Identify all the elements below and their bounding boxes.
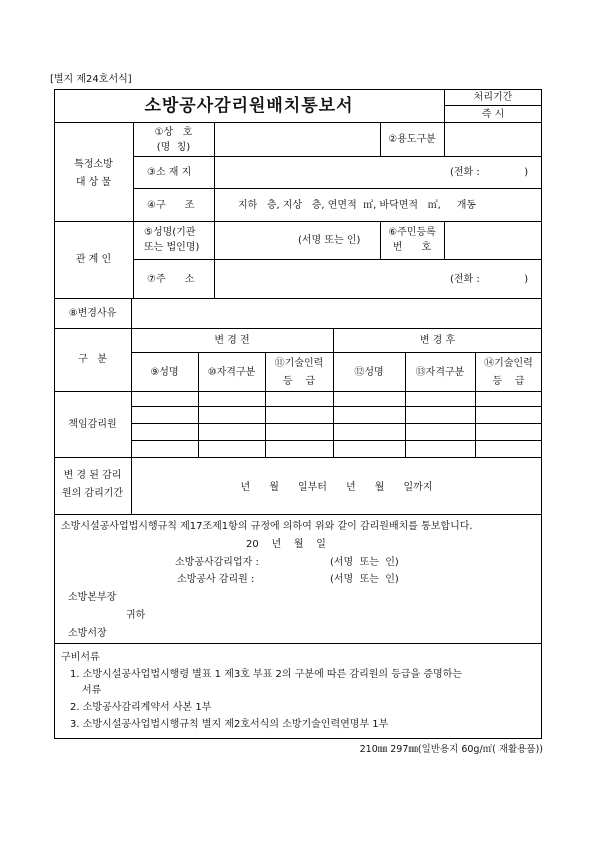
party-sign-text: (서명 또는 인) xyxy=(298,235,361,246)
col-grade-before-sub: 등 급 xyxy=(282,376,316,387)
divider xyxy=(54,514,542,515)
period-label: 변 경 된 감리 xyxy=(63,470,122,481)
divider xyxy=(54,221,542,222)
registration-label: ⑥주민등록 xyxy=(388,227,436,238)
recipient-honorific: 귀하 xyxy=(126,610,146,621)
document-item-3: 3. 소방시설공사업법시행규칙 별지 제2호서식의 소방기술인력연명부 1부 xyxy=(70,719,389,730)
chief-supervisor-label: 책임감리원 xyxy=(68,419,117,430)
name-label-sub: (명 칭) xyxy=(156,142,191,153)
divider xyxy=(54,328,542,329)
divider xyxy=(54,298,542,299)
document-item-1: 1. 소방시설공사업법시행령 별표 1 제3호 부표 2의 구분에 따른 감리원의 등급을 증명하는 xyxy=(70,669,463,680)
change-reason-label: ⑧변경사유 xyxy=(68,308,117,319)
object-section-label-2: 대 상 물 xyxy=(75,177,112,188)
col-grade-before: ⑪기술인력 xyxy=(274,358,324,369)
divider xyxy=(131,406,542,407)
divider xyxy=(333,328,334,457)
documents-title: 구비서류 xyxy=(61,652,100,663)
processing-period-label: 처리기간 xyxy=(473,92,513,103)
party-section-label: 관 계 인 xyxy=(75,254,112,265)
after-change-header: 변 경 후 xyxy=(419,335,456,346)
col-grade-after-sub: 등 급 xyxy=(492,376,525,387)
divider xyxy=(54,391,542,392)
document-item-1-cont: 서류 xyxy=(82,685,102,696)
form-title: 소방공사감리원배치통보서 xyxy=(144,96,354,116)
period-text: 년 월 일부터 년 월 일까지 xyxy=(240,482,433,493)
address-label: ③소 재 지 xyxy=(147,167,192,178)
divider xyxy=(444,122,445,156)
object-section-label: 특정소방 xyxy=(74,159,113,170)
inspector-sign: (서명 또는 인) xyxy=(330,574,399,585)
party-phone-label: (전화 : ) xyxy=(450,274,529,285)
recipient-fire-station: 소방서장 xyxy=(68,628,107,639)
divider xyxy=(444,105,542,106)
supervisor-label: 소방공사감리업자 : xyxy=(175,557,259,568)
period-label-2: 원의 감리기간 xyxy=(61,488,124,499)
divider xyxy=(444,221,445,259)
col-name-after: ⑫성명 xyxy=(354,367,384,378)
document-item-2: 2. 소방공사감리계약서 사본 1부 xyxy=(70,702,212,713)
processing-period-value: 즉 시 xyxy=(481,109,505,120)
recipient-fire-headquarters: 소방본부장 xyxy=(68,592,117,603)
divider xyxy=(131,423,542,424)
party-name-label: ⑤성명(기관 xyxy=(144,227,196,238)
use-category-label: ②용도구분 xyxy=(388,134,436,145)
col-qualification-after: ⑬자격구분 xyxy=(415,367,465,378)
col-grade-after: ⑭기술인력 xyxy=(484,358,533,369)
divider xyxy=(131,352,542,353)
structure-label: ④구 조 xyxy=(147,200,195,211)
divider xyxy=(54,457,542,458)
inspector-label: 소방공사 감리원 : xyxy=(177,574,255,585)
divider xyxy=(133,156,542,157)
paper-spec-footer: 210㎜ 297㎜(일반용지 60g/㎡( 재활용품)) xyxy=(359,744,543,755)
divider xyxy=(54,122,542,123)
notice-date: 20 년 월 일 xyxy=(246,539,326,550)
party-address-label: ⑦주 소 xyxy=(147,274,195,285)
before-change-header: 변 경 전 xyxy=(214,335,250,346)
party-name-label-sub: 또는 법인명) xyxy=(144,242,200,253)
registration-label-sub: 번 호 xyxy=(392,242,432,253)
structure-text: 지하 층, 지상 층, 연면적 ㎡, 바닥면적 ㎡, 개동 xyxy=(238,200,477,211)
phone-label: (전화 : ) xyxy=(450,167,529,178)
category-label: 구 분 xyxy=(78,354,107,365)
col-name-before: ⑨성명 xyxy=(150,367,179,378)
col-qualification-before: ⑩자격구분 xyxy=(207,367,256,378)
divider xyxy=(133,188,542,189)
name-label: ①상 호 xyxy=(154,127,193,138)
notice-statement: 소방시설공사업법시행규칙 제17조제1항의 규정에 의하여 위와 같이 감리원배치를 통보합니다. xyxy=(61,521,473,532)
form-id: [별지 제24호서식] xyxy=(50,74,132,85)
divider xyxy=(133,259,542,260)
supervisor-sign: (서명 또는 인) xyxy=(330,557,399,568)
divider xyxy=(131,440,542,441)
divider xyxy=(54,643,542,644)
divider xyxy=(214,122,215,298)
